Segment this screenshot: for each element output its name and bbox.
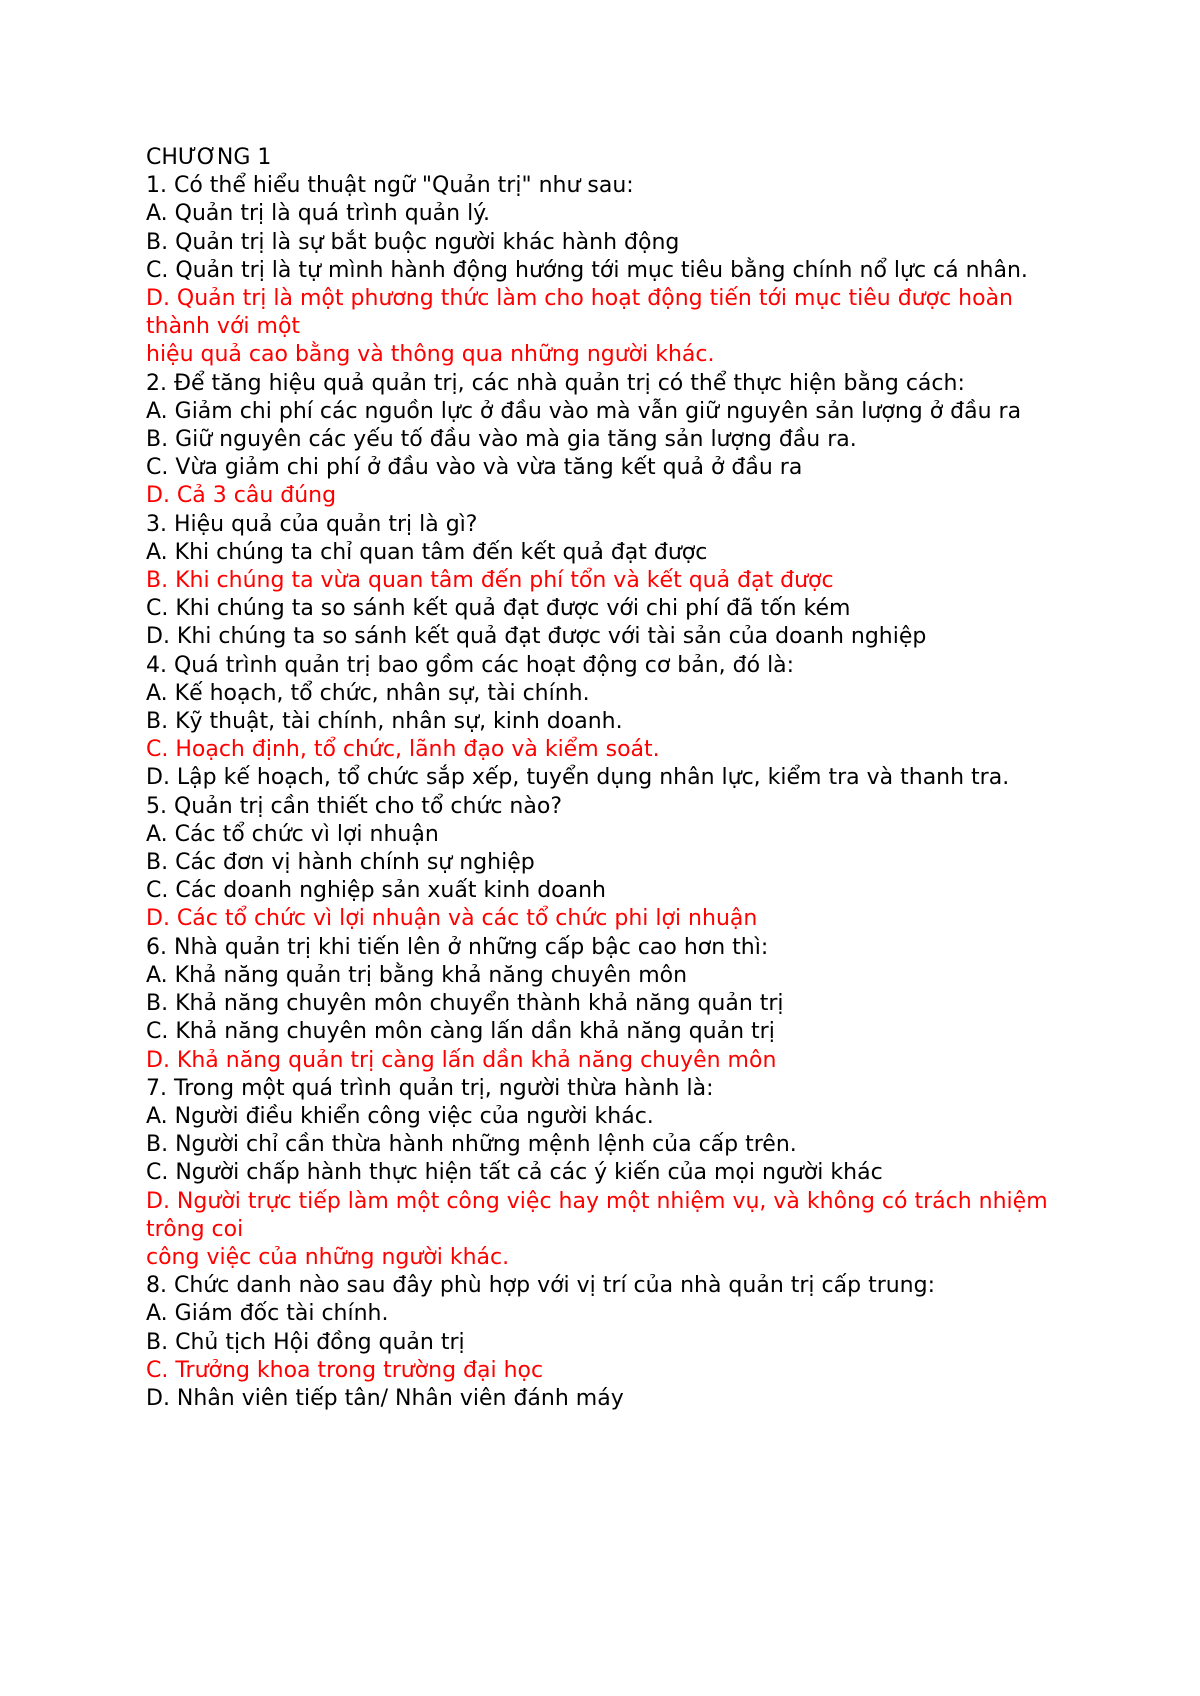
answer-option: A. Khi chúng ta chỉ quan tâm đến kết quả đạt được — [146, 539, 708, 565]
question-prompt: 8. Chức danh nào sau đây phù hợp với vị trí của nhà quản trị cấp trung: — [146, 1273, 936, 1299]
question-prompt: 5. Quản trị cần thiết cho tổ chức nào? — [146, 793, 562, 819]
correct-answer-option: D. Khả năng quản trị càng lấn dần khả năng chuyên môn — [146, 1047, 777, 1073]
correct-answer-option: công việc của những người khác. — [146, 1244, 510, 1270]
answer-option: B. Kỹ thuật, tài chính, nhân sự, kinh doanh. — [146, 709, 623, 735]
question-prompt: 6. Nhà quản trị khi tiến lên ở những cấp bậc cao hơn thì: — [146, 934, 769, 960]
answer-option: C. Khi chúng ta so sánh kết quả đạt được với chi phí đã tốn kém — [146, 596, 851, 622]
correct-answer-option: B. Khi chúng ta vừa quan tâm đến phí tổn và kết quả đạt được — [146, 568, 834, 594]
answer-option: C. Người chấp hành thực hiện tất cả các ý kiến của mọi người khác — [146, 1160, 883, 1186]
answer-option: A. Kế hoạch, tổ chức, nhân sự, tài chính. — [146, 680, 590, 706]
correct-answer-option: D. Cả 3 câu đúng — [146, 483, 337, 509]
document-page — [146, 144, 1076, 1413]
question-prompt: 3. Hiệu quả của quản trị là gì? — [146, 511, 478, 537]
question-list — [146, 172, 1076, 1413]
answer-option: A. Khả năng quản trị bằng khả năng chuyên môn — [146, 962, 688, 988]
question-1 — [146, 172, 1076, 369]
question-2 — [146, 370, 1076, 511]
question-7 — [146, 1075, 1076, 1272]
question-prompt: 2. Để tăng hiệu quả quản trị, các nhà quản trị có thể thực hiện bằng cách: — [146, 370, 965, 396]
question-6 — [146, 934, 1076, 1075]
answer-option: D. Nhân viên tiếp tân/ Nhân viên đánh máy — [146, 1385, 624, 1411]
answer-option: A. Giảm chi phí các nguồn lực ở đầu vào mà vẫn giữ nguyên sản lượng ở đầu ra — [146, 398, 1022, 424]
answer-option: B. Chủ tịch Hội đồng quản trị — [146, 1329, 465, 1355]
answer-option: B. Giữ nguyên các yếu tố đầu vào mà gia tăng sản lượng đầu ra. — [146, 427, 857, 453]
question-prompt: 1. Có thể hiểu thuật ngữ "Quản trị" như sau: — [146, 173, 634, 199]
correct-answer-option: hiệu quả cao bằng và thông qua những người khác. — [146, 342, 715, 368]
question-8 — [146, 1272, 1076, 1413]
answer-option: C. Vừa giảm chi phí ở đầu vào và vừa tăng kết quả ở đầu ra — [146, 455, 803, 481]
answer-option: B. Khả năng chuyên môn chuyển thành khả năng quản trị — [146, 991, 784, 1017]
answer-option: D. Khi chúng ta so sánh kết quả đạt được với tài sản của doanh nghiệp — [146, 624, 927, 650]
correct-answer-option: D. Người trực tiếp làm một công việc hay một nhiệm vụ, và không có trách nhiệm trông coi — [146, 1188, 1048, 1242]
correct-answer-option: D. Các tổ chức vì lợi nhuận và các tổ chức phi lợi nhuận — [146, 906, 758, 932]
question-4 — [146, 652, 1076, 793]
correct-answer-option: C. Trưởng khoa trong trường đại học — [146, 1357, 544, 1383]
answer-option: B. Các đơn vị hành chính sự nghiệp — [146, 850, 535, 876]
chapter-title: CHƯƠNG 1 — [146, 145, 272, 170]
answer-option: C. Khả năng chuyên môn càng lấn dần khả năng quản trị — [146, 1019, 775, 1045]
question-5 — [146, 793, 1076, 934]
answer-option: A. Giám đốc tài chính. — [146, 1301, 389, 1327]
correct-answer-option: C. Hoạch định, tổ chức, lãnh đạo và kiểm soát. — [146, 737, 660, 763]
answer-option: C. Quản trị là tự mình hành động hướng tới mục tiêu bằng chính nổ lực cá nhân. — [146, 257, 1028, 283]
answer-option: B. Người chỉ cần thừa hành những mệnh lệnh của cấp trên. — [146, 1132, 797, 1158]
question-prompt: 7. Trong một quá trình quản trị, người thừa hành là: — [146, 1075, 714, 1101]
question-3 — [146, 511, 1076, 652]
answer-option: A. Các tổ chức vì lợi nhuận — [146, 821, 439, 847]
answer-option: A. Người điều khiển công việc của người khác. — [146, 1103, 654, 1129]
answer-option: B. Quản trị là sự bắt buộc người khác hành động — [146, 229, 680, 255]
correct-answer-option: D. Quản trị là một phương thức làm cho hoạt động tiến tới mục tiêu được hoàn thành với một — [146, 286, 1013, 340]
answer-option: A. Quản trị là quá trình quản lý. — [146, 201, 491, 227]
answer-option: C. Các doanh nghiệp sản xuất kinh doanh — [146, 878, 606, 904]
question-prompt: 4. Quá trình quản trị bao gồm các hoạt động cơ bản, đó là: — [146, 652, 795, 678]
answer-option: D. Lập kế hoạch, tổ chức sắp xếp, tuyển dụng nhân lực, kiểm tra và thanh tra. — [146, 765, 1010, 791]
